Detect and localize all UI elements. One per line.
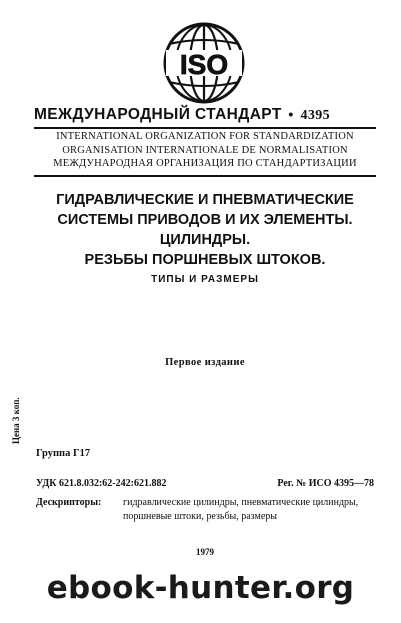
descriptors-block <box>36 496 376 523</box>
registration-number: Рег. № ИСО 4395—78 <box>277 478 374 489</box>
descriptors-text: гидравлические цилиндры, пневматические цилиндры, поршневые штоки, резьбы, размеры <box>123 497 359 522</box>
title-line-3: ЦИЛИНДРЫ. <box>159 232 251 248</box>
standard-number: 4395 <box>300 108 331 123</box>
publication-year: 1979 <box>196 547 214 557</box>
standard-label: МЕЖДУНАРОДНЫЙ СТАНДАРТ <box>34 106 282 123</box>
header-rule <box>34 127 376 129</box>
price-label: Цена 3 коп. <box>11 397 21 444</box>
document-subtitle: ТИПЫ И РАЗМЕРЫ <box>151 274 259 285</box>
udk-code: УДК 621.8.032:62-242:621.882 <box>36 478 167 489</box>
title-line-1: ГИДРАВЛИЧЕСКИЕ И ПНЕВМАТИЧЕСКИЕ <box>56 192 354 208</box>
title-line-2: СИСТЕМЫ ПРИВОДОВ И ИХ ЭЛЕМЕНТЫ. <box>57 212 353 228</box>
standard-heading <box>34 106 374 124</box>
iso-logo-text: ISO <box>179 49 229 80</box>
edition-note: Первое издание <box>165 357 245 368</box>
title-line-4: РЕЗЬБЫ ПОРШНЕВЫХ ШТОКОВ. <box>84 252 326 268</box>
bullet-icon: • <box>288 106 294 122</box>
iso-globe-logo <box>163 22 245 104</box>
org-line-en: INTERNATIONAL ORGANIZATION FOR STANDARDIZATION <box>56 131 354 142</box>
organizations-block <box>34 130 376 171</box>
watermark-text: ebook-hunter.org <box>46 570 355 606</box>
org-line-fr: ORGANISATION INTERNATIONALE DE NORMALISATION <box>62 144 348 156</box>
udk-line <box>36 478 374 489</box>
org-line-ru: МЕЖДУНАРОДНАЯ ОРГАНИЗАЦИЯ ПО СТАНДАРТИЗАЦИИ <box>53 158 357 169</box>
document-title <box>30 190 380 270</box>
organizations-rule <box>34 175 376 177</box>
group-label: Группа Г17 <box>36 448 91 459</box>
descriptors-label: Дескрипторы: <box>36 497 102 508</box>
